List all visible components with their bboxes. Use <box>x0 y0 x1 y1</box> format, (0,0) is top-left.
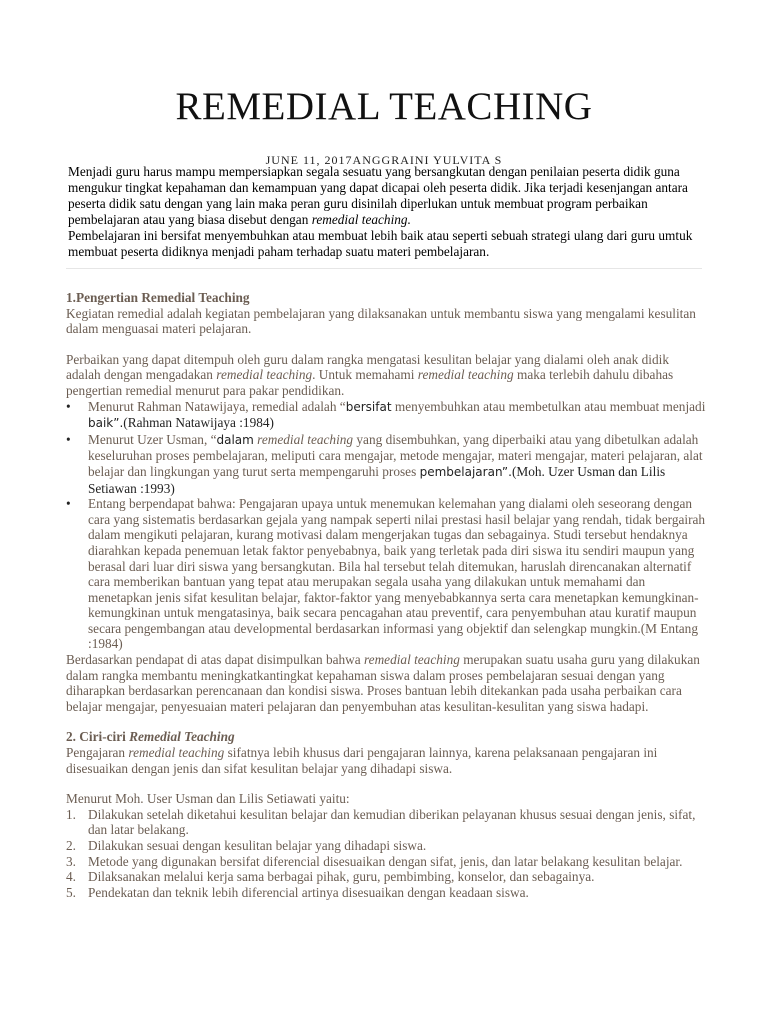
text-run: bersifat <box>345 399 392 414</box>
emphasis-run: remedial teaching <box>253 431 354 447</box>
item-number: 4. <box>66 869 76 885</box>
section-divider <box>66 268 702 269</box>
emphasis-run: remedial teaching <box>417 367 514 383</box>
text-run: Perbaikan yang dapat ditempuh oleh guru dalam rangka mengatasi kesulitan belajar yang dialami oleh anak didik adalah dengan mengadakan <box>66 351 669 383</box>
item-text: Dilakukan sesuai dengan kesulitan belajar yang dihadapi siswa. <box>88 838 427 853</box>
intro-emphasis: remedial teaching. <box>311 212 411 227</box>
item-number: 3. <box>66 853 76 869</box>
item-number: 5. <box>66 884 76 900</box>
intro-section <box>68 164 708 260</box>
document-title: REMEDIAL TEACHING <box>175 85 593 128</box>
list-item <box>66 399 706 432</box>
post-meta: JUNE 11, 2017ANGGRAINI YULVITA S <box>265 153 503 167</box>
section-1-conclusion <box>66 652 706 714</box>
characteristics-list <box>66 807 706 901</box>
article-body <box>66 290 706 900</box>
emphasis-run: remedial teaching <box>128 745 225 761</box>
definitions-list <box>66 399 706 653</box>
text-run: menyembuhkan atau membetulkan atau membuat menjadi <box>391 398 706 414</box>
list-item <box>66 838 706 854</box>
item-text: Metode yang digunakan bersifat diferencial disesuaikan dengan sifat, jenis, dan latar belakang kesulitan belajar. <box>88 853 683 869</box>
text-run: Menurut Uzer Usman, “ <box>88 431 217 447</box>
item-number: 1. <box>66 806 76 822</box>
item-text: Pendekatan dan teknik lebih diferencial artinya disesuaikan dengan keadaan siswa. <box>88 884 529 900</box>
section-2-paragraph-1 <box>66 745 706 776</box>
text-run: . Untuk memahami <box>312 367 418 383</box>
emphasis-run: Remedial Teaching <box>129 729 235 745</box>
section-2-heading <box>66 729 706 745</box>
intro-paragraph-2: Pembelajaran ini bersifat menyembuhkan atau membuat lebih baik atau seperti sebuah strategi ulang dari guru umtuk membuat peserta didiknya menjadi paham terhadap suatu materi pembelajaran. <box>68 228 693 259</box>
list-item <box>66 432 706 496</box>
text-run: maka terlebih dahulu dibahas pengertian remedial menurut para pakar pendidikan. <box>66 367 674 398</box>
text-run: baik”. <box>88 416 124 431</box>
list-item <box>66 869 706 885</box>
intro-text: Menjadi guru harus mampu mempersiapkan segala sesuatu yang bersangkutan dengan penilaian peserta didik guna mengukur tingkat kepahaman dan kemampuan yang dapat dicapai oleh peserta didik. Jika terjadi kesenjangan antara peserta didik satu dengan yang lain maka peran guru disinilah diperlukan untuk membuat program perbaikan pembelajaran atau yang biasa disebut dengan <box>68 164 688 227</box>
text-run: 2. Ciri-ciri <box>66 729 130 745</box>
text-run: Berdasarkan pendapat di atas dapat disimpulkan bahwa <box>66 652 364 668</box>
section-1-heading: 1.Pengertian Remedial Teaching <box>66 290 250 305</box>
list-item <box>66 885 706 901</box>
intro-paragraph-1 <box>68 164 708 228</box>
item-text: Dilakukan setelah diketahui kesulitan belajar dan kemudian diberikan pelayanan khusus sesuai dengan jenis, sifat, dan latar belakang. <box>88 806 696 838</box>
text-run: pembelajaran”. <box>419 464 512 479</box>
item-number: 2. <box>66 838 76 853</box>
text-run: Pengajaran <box>66 745 129 761</box>
section-1-paragraph-2 <box>66 352 706 399</box>
text-run: Menurut Rahman Natawijaya, remedial adalah “ <box>88 398 346 414</box>
text-run: yang disembuhkan, yang diperbaiki atau yang dibetulkan adalah keseluruhan proses pembelajaran, meliputi cara mengajar, metode mengajar, materi mengajar, materi pelajaran, alat belajar dan lingkungan yang turut serta mempengaruhi proses <box>88 431 703 479</box>
text-run: merupakan suatu usaha guru yang dilakukan dalam rangka membantu meningkatkantingkat kepahaman siswa dalam proses pembelajaran sesuai dengan yang diharapkan berdasarkan perencanaan dan kondisi siswa. Proses bantuan lebih ditekankan pada usaha perbaikan cara belajar mengajar, penyesuaian materi pelajaran dan penyembuhan atas kesulitan-kesulitan yang siswa hadapi. <box>66 652 700 714</box>
section-2-paragraph-2: Menurut Moh. User Usman dan Lilis Setiawati yaitu: <box>66 791 350 807</box>
emphasis-run: remedial teaching <box>216 367 313 383</box>
list-item <box>66 807 706 838</box>
list-item <box>66 854 706 870</box>
list-item: • Entang berpendapat bahwa: Pengajaran upaya untuk menemukan kelemahan yang dialami oleh seseorang dengan cara yang sistematis berdasarkan gejala yang nampak seperti nilai prestasi hasil belajar yang rendah, tidak bergairah dalam mengikuti pelajaran, kurang motivasi dalam mengerjakan tugas dan sebagainya. Studi tersebut hendaknya diarahkan kepada penemuan letak faktor penyebabnya, baik yang terletak pada diri siswa itu sendiri maupun yang berasal dari luar diri siswa yang bersangkutan. Bila hal tersebut telah ditemukan, haruslah direncanakan alternatif cara memberikan bantuan yang tepat atau merupakan segala usaha yang dilakukan untuk memahami dan menetapkan jenis sifat kesulitan belajar, faktor-faktor yang menyebabkannya serta cara menetapkan kemungkinan-kemungkinan untuk mengatasinya, baik secara pencagahan atau preventif, cara penyembuhan atau kuratif maupun secara pengembangan atau developmental berdasarkan informasi yang objektif dan selengkap mungkin.(M Entang :1984) <box>66 496 706 652</box>
item-text: Dilaksanakan melalui kerja sama berbagai pihak, guru, pembimbing, konselor, dan sebagainya. <box>88 869 595 885</box>
text-run: dalam <box>216 432 254 447</box>
section-1-paragraph-1: Kegiatan remedial adalah kegiatan pembelajaran yang dilaksanakan untuk membantu siswa yang mengalami kesulitan dalam menguasai materi pelajaran. <box>66 305 696 337</box>
citation: (Rahman Natawijaya :1984) <box>123 415 274 431</box>
text-run: sifatnya lebih khusus dari pengajaran lainnya, karena pelaksanaan pengajaran ini disesuaikan dengan jenis dan sifat kesulitan belajar yang dihadapi siswa. <box>66 745 658 776</box>
citation: (Moh. Uzer Usman dan Lilis Setiawan :1993) <box>88 463 666 496</box>
emphasis-run: remedial teaching <box>363 652 460 668</box>
